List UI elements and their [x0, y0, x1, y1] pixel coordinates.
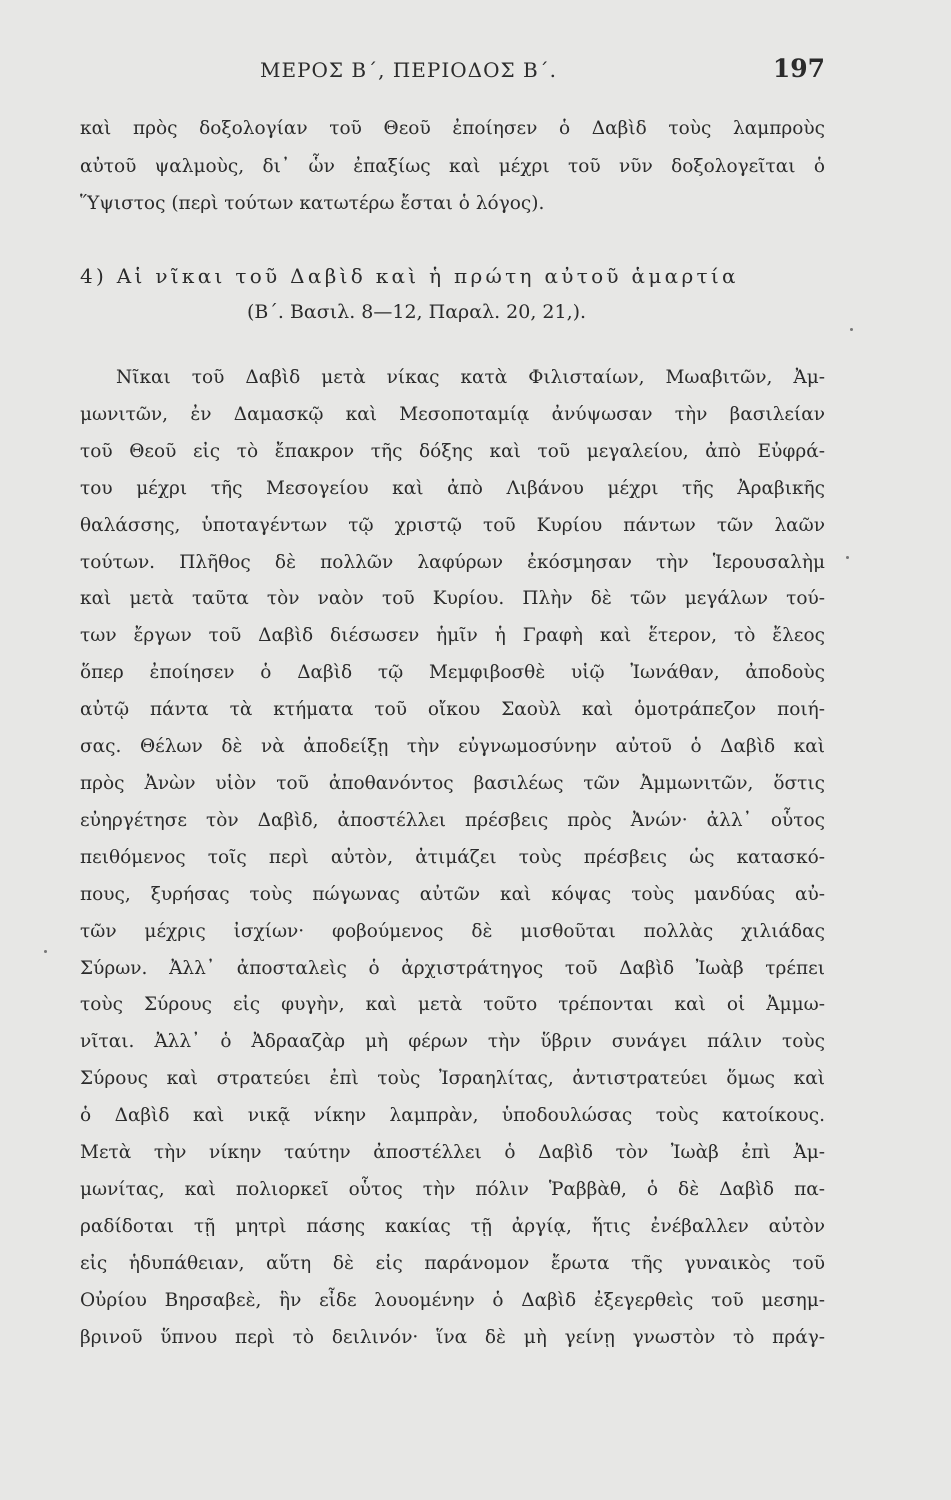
- intro-paragraph: [80, 110, 825, 223]
- section-heading: [80, 258, 825, 330]
- text-line: Μετὰ τὴν νίκην ταύτην ἀποστέλλει ὁ Δαβὶδ τὸν Ἰωὰβ ἐπὶ Ἀμ-: [80, 1142, 825, 1164]
- margin-speck: [44, 950, 47, 953]
- text-line: μωνίτας, καὶ πολιορκεῖ οὗτος τὴν πόλιν Ῥαββὰθ, ὁ δὲ Δαβὶδ πα-: [80, 1178, 825, 1200]
- text-line: μωνιτῶν, ἐν Δαμασκῷ καὶ Μεσοποταμίᾳ ἀνύψωσαν τὴν βασιλείαν: [80, 403, 825, 425]
- text-line: Σύρων. Ἀλλ᾽ ἀποσταλεὶς ὁ ἀρχιστράτηγος τοῦ Δαβὶδ Ἰωὰβ τρέπει: [80, 957, 825, 979]
- text-line: πειθόμενος τοῖς περὶ αὐτὸν, ἀτιμάζει τοὺς πρέσβεις ὡς κατασκό-: [80, 846, 825, 868]
- section-reference: (Β΄. Βασιλ. 8—12, Παραλ. 20, 21,).: [247, 301, 587, 323]
- text-line: Οὐρίου Βηρσαβεὲ, ἣν εἶδε λουομένην ὁ Δαβὶδ ἐξεγερθεὶς τοῦ μεσημ-: [80, 1289, 825, 1311]
- text-line: ὅπερ ἐποίησεν ὁ Δαβὶδ τῷ Μεμφιβοσθὲ υἱῷ Ἰωνάθαν, ἀποδοὺς: [80, 662, 825, 684]
- text-line: πους, ξυρήσας τοὺς πώγωνας αὐτῶν καὶ κόψας τοὺς μανδύας αὐ-: [80, 883, 825, 905]
- text-line: βρινοῦ ὕπνου περὶ τὸ δειλινόν· ἵνα δὲ μὴ γείνῃ γνωστὸν τὸ πράγ-: [80, 1326, 825, 1348]
- page-number: 197: [772, 54, 825, 83]
- text-line: Νῖκαι τοῦ Δαβὶδ μετὰ νίκας κατὰ Φιλισταίων, Μωαβιτῶν, Ἀμ-: [116, 367, 825, 388]
- text-line: αὐτῷ πάντα τὰ κτήματα τοῦ οἴκου Σαοὺλ καὶ ὁμοτράπεζον ποιή-: [80, 699, 825, 721]
- text-line: πρὸς Ἀνὼν υἱὸν τοῦ ἀποθανόντος βασιλέως τῶν Ἀμμωνιτῶν, ὅστις: [80, 772, 825, 794]
- text-line: του μέχρι τῆς Μεσογείου καὶ ἀπὸ Λιβάνου μέχρι τῆς Ἀραβικῆς: [80, 477, 825, 499]
- text-line: τοὺς Σύρους εἰς φυγὴν, καὶ μετὰ τοῦτο τρέπονται καὶ οἱ Ἀμμω-: [80, 994, 825, 1016]
- body-paragraph: [80, 360, 825, 1356]
- text-line: καὶ μετὰ ταῦτα τὸν ναὸν τοῦ Κυρίου. Πλὴν δὲ τῶν μεγάλων τού-: [80, 588, 825, 610]
- running-head: [80, 54, 825, 88]
- text-line: εἰς ἡδυπάθειαν, αὕτη δὲ εἰς παράνομον ἔρωτα τῆς γυναικὸς τοῦ: [80, 1252, 825, 1274]
- margin-speck: [846, 556, 849, 559]
- text-line: αὐτοῦ ψαλμοὺς, δι᾽ ὧν ἐπαξίως καὶ μέχρι τοῦ νῦν δοξολογεῖται ὁ: [80, 155, 825, 177]
- text-line: ὁ Δαβὶδ καὶ νικᾷ νίκην λαμπρὰν, ὑποδουλώσας τοὺς κατοίκους.: [80, 1105, 825, 1127]
- text-line: των ἔργων τοῦ Δαβὶδ διέσωσεν ἡμῖν ἡ Γραφὴ καὶ ἕτερον, τὸ ἔλεος: [80, 625, 825, 647]
- text-line: τοῦ Θεοῦ εἰς τὸ ἔπακρον τῆς δόξης καὶ τοῦ μεγαλείου, ἀπὸ Εὐφρά-: [80, 440, 825, 462]
- text-line: τῶν μέχρις ἰσχίων· φοβούμενος δὲ μισθοῦται πολλὰς χιλιάδας: [80, 920, 825, 942]
- text-line: τούτων. Πλῆθος δὲ πολλῶν λαφύρων ἐκόσμησαν τὴν Ἱερουσαλὴμ: [80, 551, 825, 573]
- text-line: Σύρους καὶ στρατεύει ἐπὶ τοὺς Ἰσραηλίτας, ἀντιστρατεύει ὅμως καὶ: [80, 1068, 825, 1090]
- text-line: σας. Θέλων δὲ νὰ ἀποδείξῃ τὴν εὐγνωμοσύνην αὐτοῦ ὁ Δαβὶδ καὶ: [80, 736, 825, 758]
- text-line: εὐηργέτησε τὸν Δαβὶδ, ἀποστέλλει πρέσβεις πρὸς Ἀνών· ἀλλ᾽ οὗτος: [80, 809, 825, 831]
- running-title: ΜΕΡΟΣ Β΄, ΠΕΡΙΟΔΟΣ Β΄.: [260, 58, 558, 82]
- text-line: θαλάσσης, ὑποταγέντων τῷ χριστῷ τοῦ Κυρίου πάντων τῶν λαῶν: [80, 514, 825, 536]
- text-line: ραδίδοται τῇ μητρὶ πάσης κακίας τῇ ἀργίᾳ, ἥτις ἐνέβαλλεν αὐτὸν: [80, 1215, 825, 1237]
- margin-speck: [850, 328, 853, 331]
- text-line: καὶ πρὸς δοξολογίαν τοῦ Θεοῦ ἐποίησεν ὁ Δαβὶδ τοὺς λαμπροὺς: [80, 118, 825, 139]
- section-title: 4) Αἱ νῖκαι τοῦ Δαβὶδ καὶ ἡ πρώτη αὐτοῦ ἁμαρτία: [80, 264, 739, 288]
- text-line: Ὕψιστος (περὶ τούτων κατωτέρω ἔσται ὁ λόγος).: [80, 193, 545, 215]
- text-line: νῖται. Ἀλλ᾽ ὁ Ἀδρααζὰρ μὴ φέρων τὴν ὕβριν συνάγει πάλιν τοὺς: [80, 1031, 825, 1053]
